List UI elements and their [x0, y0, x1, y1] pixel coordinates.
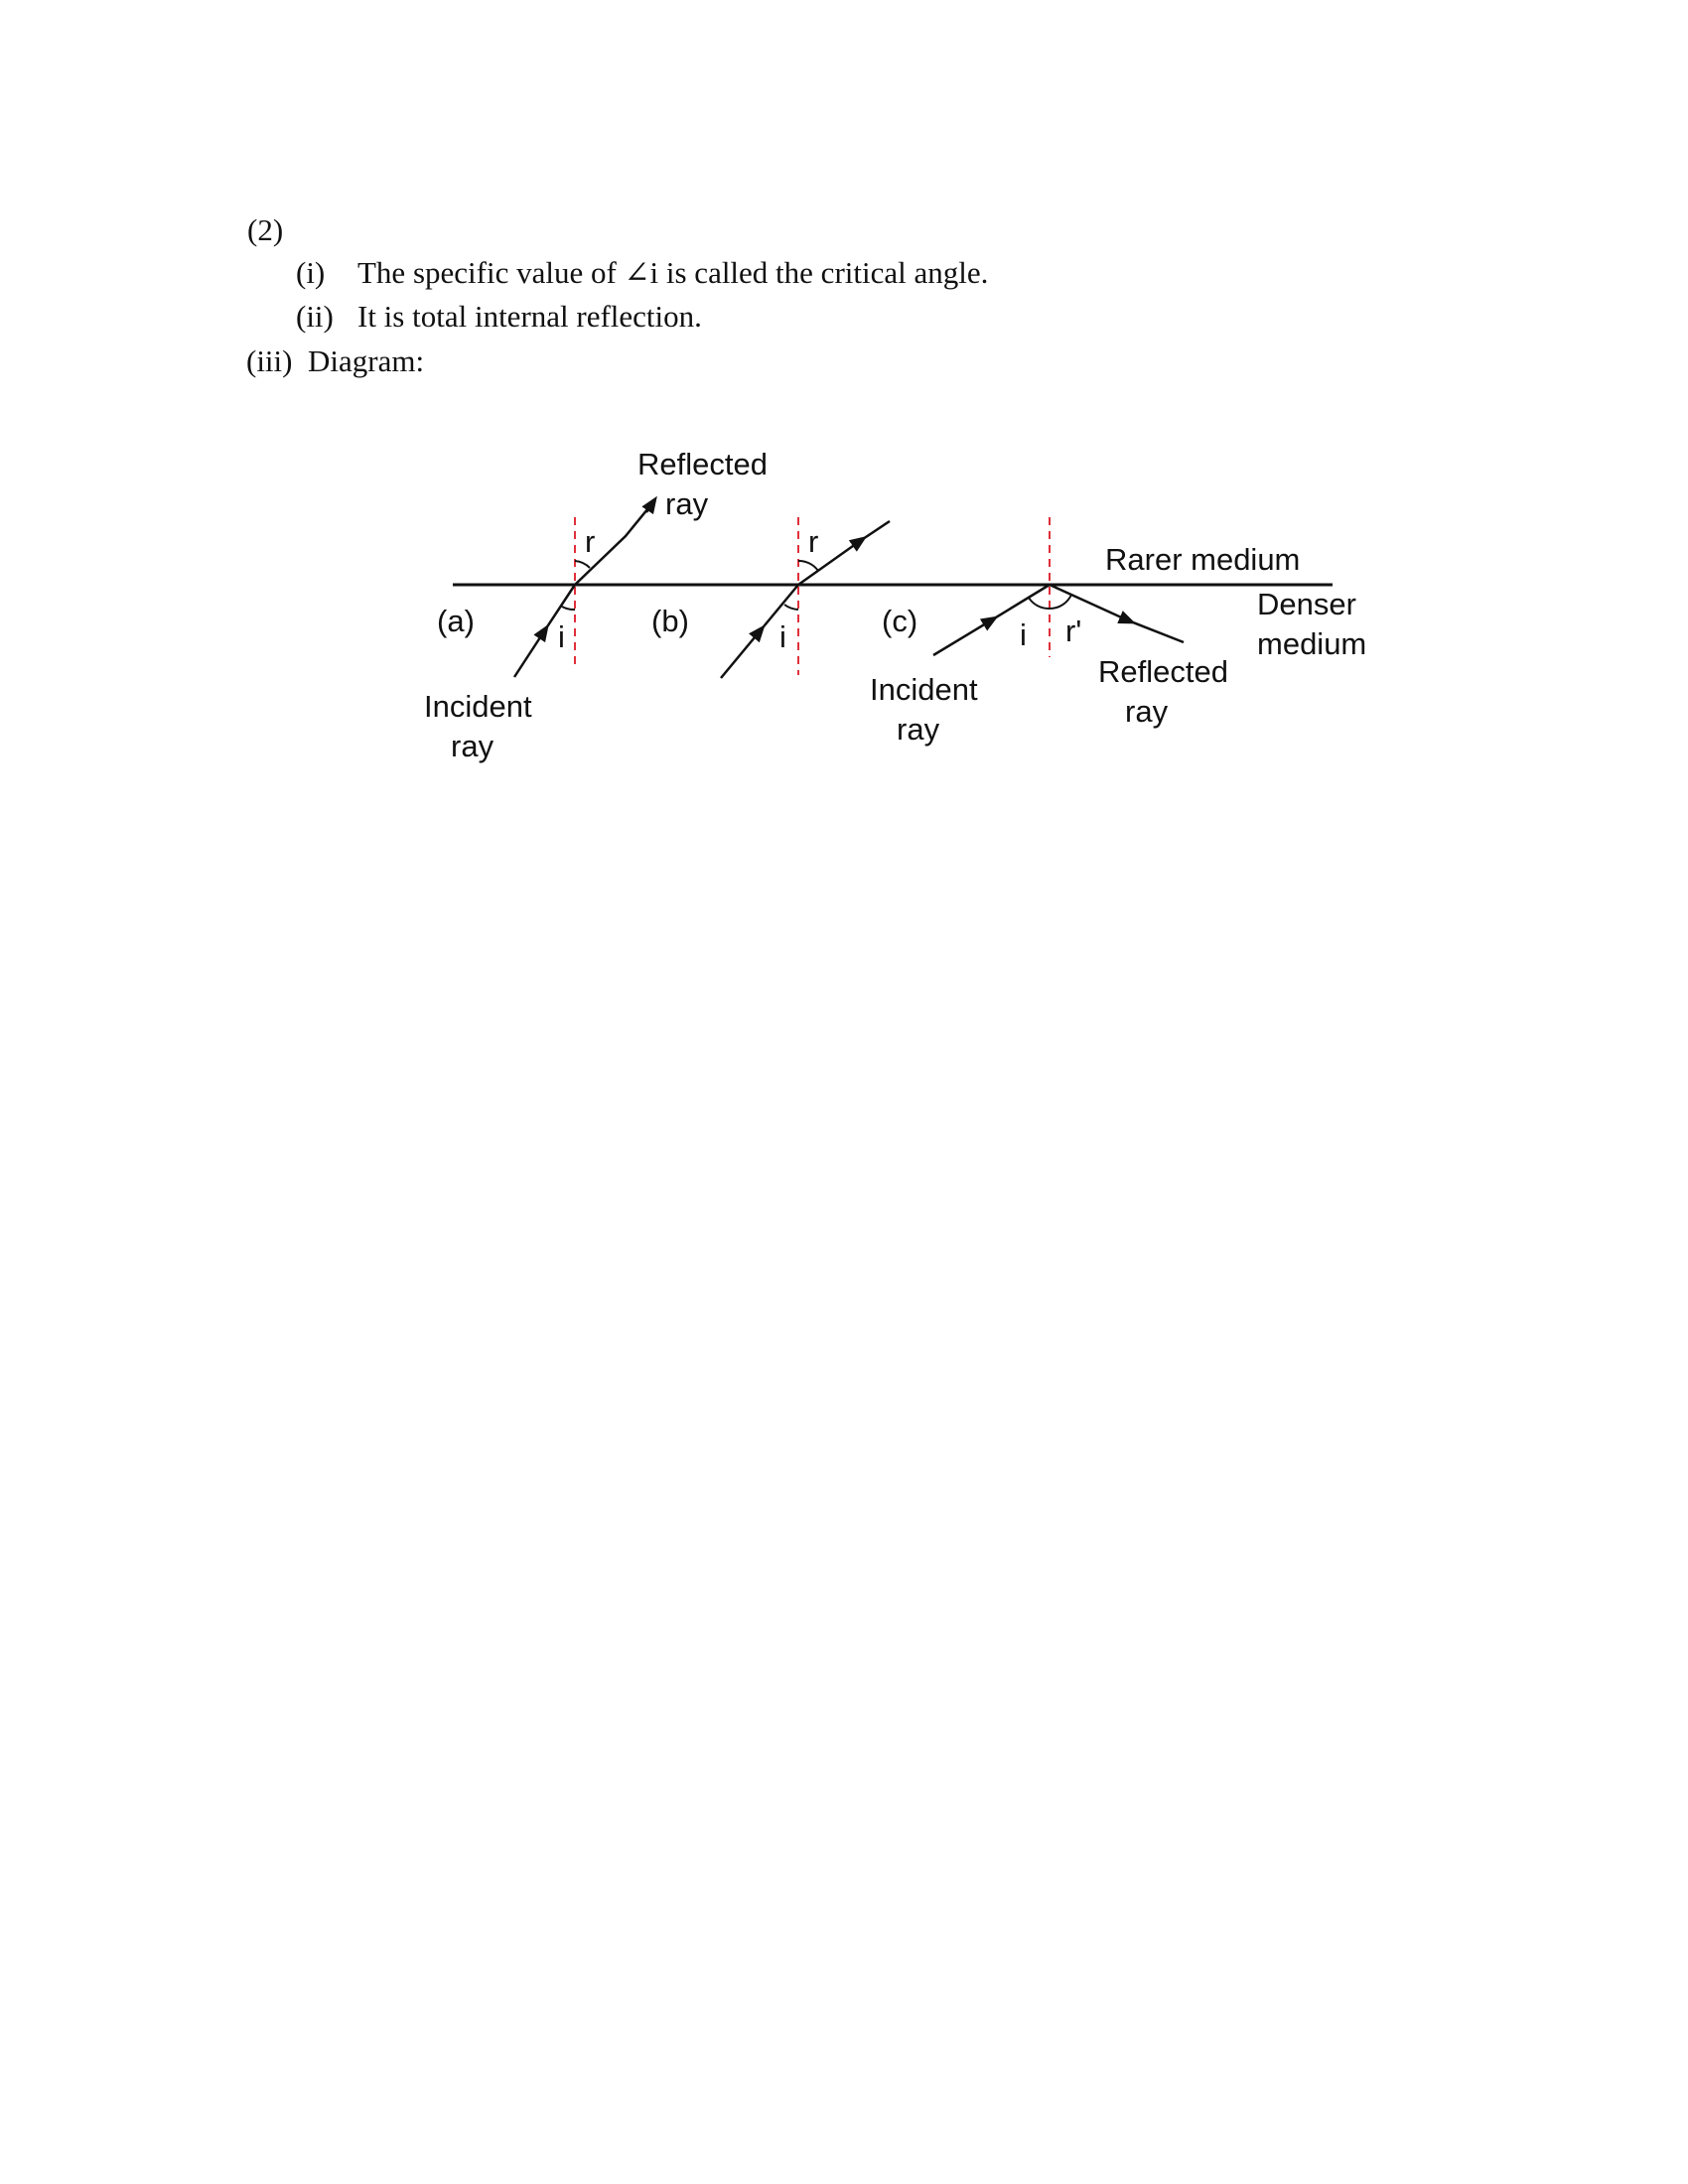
incident-ray-a — [514, 585, 575, 677]
incident-ray-a-label-2: ray — [451, 729, 494, 763]
case-a-label: (a) — [437, 604, 475, 638]
incident-ray-b — [721, 585, 798, 678]
case-b-label: (b) — [651, 604, 689, 638]
case-c-label: (c) — [882, 604, 918, 638]
reflected-ray-a-label-2: ray — [665, 486, 709, 521]
item-i-label: (i) — [296, 255, 326, 290]
angle-r-b: r — [808, 524, 819, 559]
angle-r-c: r' — [1065, 614, 1082, 648]
angle-arc-i-c — [1029, 598, 1050, 609]
angle-r-a: r — [585, 524, 596, 559]
item-iii-text: Diagram: — [308, 343, 425, 378]
item-i-text: The specific value of ∠i is called the critical angle. — [357, 255, 989, 290]
incident-ray-a-label-1: Incident — [424, 689, 532, 724]
angle-arc-r-c — [1050, 595, 1071, 609]
angle-i-a: i — [558, 619, 565, 654]
incident-ray-c — [933, 585, 1050, 655]
denser-medium-label-1: Denser — [1257, 587, 1356, 621]
rarer-medium-label: Rarer medium — [1105, 542, 1301, 577]
incident-ray-c-label-1: Incident — [870, 672, 978, 707]
angle-arc-i-a — [562, 607, 575, 610]
item-ii-label: (ii) — [296, 299, 334, 334]
answer-number: (2) — [247, 212, 284, 247]
reflected-ray-c-label-1: Reflected — [1098, 654, 1228, 689]
angle-arc-i-b — [784, 605, 798, 610]
total-internal-reflection-diagram — [0, 0, 1688, 893]
item-ii-text: It is total internal reflection. — [357, 299, 702, 334]
item-iii-label: (iii) — [246, 343, 293, 378]
angle-i-c: i — [1020, 617, 1027, 652]
reflected-ray-c-label-2: ray — [1125, 694, 1169, 729]
reflected-ray-a-label-1: Reflected — [637, 447, 768, 481]
incident-ray-c-label-2: ray — [897, 712, 940, 747]
angle-i-b: i — [779, 619, 786, 654]
denser-medium-label-2: medium — [1257, 626, 1367, 661]
angle-arc-r-b — [798, 561, 818, 571]
angle-arc-r-a — [575, 561, 590, 568]
